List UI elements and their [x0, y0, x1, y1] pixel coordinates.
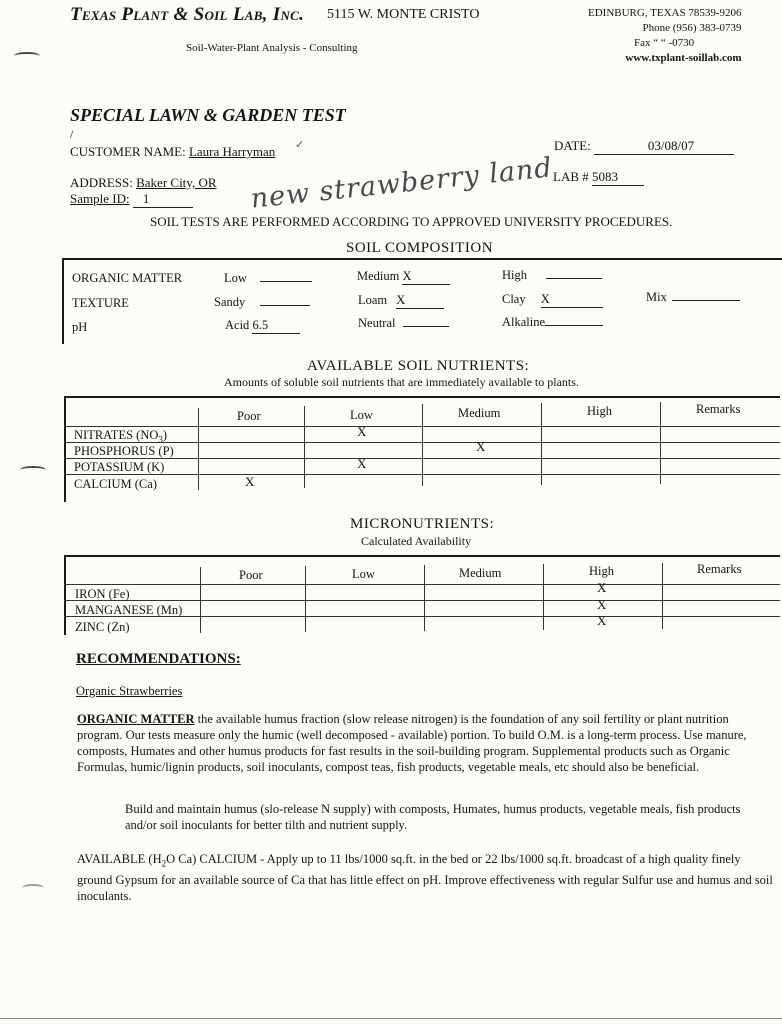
margin-mark [22, 884, 44, 892]
humus-paragraph: Build and maintain humus (slo-release N supply) with composts, Humates, humus products, vegetable meals, fish products and/or soil inoculants for better tilth and nutrient supply. [125, 802, 741, 832]
handwritten-note: new strawberry land [249, 152, 554, 215]
soil-row-label: ORGANIC MATTER [72, 271, 183, 285]
level-mark: X [597, 597, 607, 612]
soil-option: Acid 6.5 [225, 318, 300, 334]
margin-mark [20, 466, 46, 474]
soil-row-label: TEXTURE [72, 296, 129, 310]
address-label: ADDRESS: [70, 175, 133, 190]
column-divider [200, 567, 201, 633]
column-divider [422, 404, 423, 486]
organic-matter-heading: ORGANIC MATTER [77, 712, 195, 726]
column-header: Remarks [697, 562, 742, 576]
column-header: Low [352, 567, 375, 581]
address-row [70, 175, 217, 191]
nutrients-subtitle: Amounts of soluble soil nutrients that are immediately available to plants. [224, 375, 579, 389]
recommendations-title: RECOMMENDATIONS: [76, 651, 241, 667]
company-tagline: Soil-Water-Plant Analysis - Consulting [186, 42, 358, 54]
column-divider [541, 403, 542, 485]
company-address: 5115 W. MONTE CRISTO [327, 7, 480, 22]
customer-value: Laura Harryman [188, 144, 276, 159]
customer-label: CUSTOMER NAME: [70, 144, 186, 159]
soil-option: Neutral [358, 316, 449, 331]
column-divider [660, 402, 661, 484]
soil-option: High [502, 268, 602, 283]
organic-matter-text: the available humus fraction (slow release nitrogen) is the foundation of any soil fertility or plant nutrition program. Our tests measure only the humic (well decomposed - available) portion. To build O.M. is a long-term process. Use manure, composts, Humates and other humus products for fast results in the soil-building program. Supplemental products such as Organic Formulas, humic/lignin products, soil inoculants, compost teas, fish products, vegetable meals, etc should also be beneficial. [77, 712, 747, 774]
nutrient-label: POTASSIUM (K) [74, 460, 165, 474]
soil-row-label: pH [72, 320, 88, 334]
soil-option: Low [224, 271, 312, 286]
margin-mark [14, 52, 40, 60]
contact-block [588, 6, 742, 66]
soil-option: Sandy [214, 295, 310, 310]
micronutrient-label: ZINC (Zn) [75, 620, 130, 634]
lab-row [553, 169, 644, 186]
level-mark: X [357, 424, 367, 439]
sample-row [70, 191, 193, 208]
form-slash: / [70, 127, 74, 141]
column-divider [424, 565, 425, 631]
sample-value: 1 [133, 191, 193, 208]
form-title: SPECIAL LAWN & GARDEN TEST [70, 105, 346, 125]
soil-option: Medium X [357, 269, 450, 285]
fax-line: Fax “ “ -0730 [634, 37, 695, 49]
nutrient-label: NITRATES $(NO_3)$ [74, 428, 168, 445]
column-header: Medium [459, 566, 502, 580]
level-mark: X [597, 580, 607, 595]
nutrient-label: CALCIUM (Ca) [74, 477, 157, 491]
column-header: Poor [239, 568, 263, 582]
micronutrients-title: MICRONUTRIENTS: [350, 516, 495, 532]
micronutrients-subtitle: Calculated Availability [361, 534, 472, 548]
column-divider [304, 406, 305, 488]
level-mark: X [597, 613, 607, 628]
website-line: www.txplant-soillab.com [625, 52, 742, 64]
column-divider [662, 563, 663, 629]
date-row [554, 138, 734, 155]
address-value: Baker City, OR [136, 175, 217, 190]
column-divider [198, 408, 199, 490]
soil-option: Clay X [502, 292, 603, 308]
column-header: Low [350, 408, 373, 422]
column-header: Poor [237, 409, 261, 423]
nutrient-label: PHOSPHORUS (P) [74, 444, 174, 458]
row-divider [64, 584, 780, 585]
level-mark: X [476, 439, 486, 454]
micronutrients-left-rule [64, 555, 66, 635]
date-value: 03/08/07 [594, 138, 734, 155]
phone-line: Phone (956) 383-0739 [642, 22, 742, 34]
company-name: Texas Plant & Soil Lab, Inc. [70, 4, 305, 25]
city-line: EDINBURG, TEXAS 78539-9206 [588, 7, 742, 19]
nutrients-title: AVAILABLE SOIL NUTRIENTS: [307, 358, 530, 374]
sample-label: Sample ID: [70, 191, 130, 206]
micronutrients-top-rule [64, 555, 780, 557]
level-mark: X [245, 474, 255, 489]
column-divider [543, 564, 544, 630]
column-header: High [587, 404, 612, 418]
micronutrient-label: IRON (Fe) [75, 587, 130, 601]
calcium-paragraph: AVAILABLE ($H_2O$ Ca) CALCIUM - Apply up to 11 lbs/1000 sq.ft. in the bed or 22 lbs/1000 sq.ft. broadcast of a high quality finely ground Gypsum for an available source of Ca that has little effect on pH. Improve effectiveness with regular Sulfur use and humus and soil inoculants. [77, 852, 773, 903]
organic-matter-paragraph [77, 711, 775, 775]
row-divider [64, 600, 780, 601]
soil-option: Mix [646, 290, 740, 305]
soil-composition-rule [62, 258, 782, 260]
soil-composition-title: SOIL COMPOSITION [346, 240, 494, 256]
nutrients-top-rule [64, 396, 780, 398]
soil-composition-left-rule [62, 258, 64, 344]
lab-value: 5083 [592, 169, 644, 186]
recommended-crop: Organic Strawberries [76, 684, 183, 698]
column-divider [305, 566, 306, 632]
column-header: Remarks [696, 402, 741, 416]
micronutrient-label: MANGANESE (Mn) [75, 603, 183, 617]
level-mark: X [357, 456, 367, 471]
customer-row [70, 144, 275, 160]
column-header: Medium [458, 406, 501, 420]
page-bottom-edge [0, 1018, 782, 1019]
lab-label: LAB # [553, 169, 589, 184]
column-header: High [589, 564, 614, 578]
date-label: DATE: [554, 138, 591, 153]
procedure-notice: SOIL TESTS ARE PERFORMED ACCORDING TO APPROVED UNIVERSITY PROCEDURES. [150, 214, 673, 229]
check-mark: ✓ [295, 139, 305, 151]
nutrients-left-rule [64, 396, 66, 502]
soil-option: Alkaline [502, 315, 603, 330]
soil-option: Loam X [358, 293, 444, 309]
